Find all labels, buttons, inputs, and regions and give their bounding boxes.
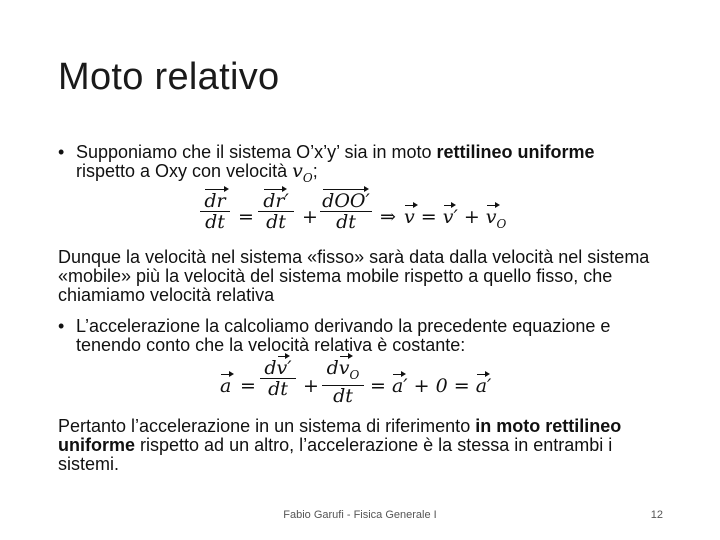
paragraph-3 (58, 317, 668, 355)
equation-acceleration-rhs: = a′ + 0 = a′ (370, 374, 492, 397)
acceleration-lhs: a (220, 374, 232, 397)
bullet-icon: • (58, 142, 65, 162)
page-number: 12 (650, 509, 663, 521)
bullet-icon: • (58, 315, 65, 336)
fraction-dr-dt: $\frac{dr}{dt}$ (200, 192, 230, 232)
paragraph-4-bold: in moto rettilineo uniforme (58, 415, 622, 455)
fraction-drp-dt: $\frac{dr'}{dt}$ (258, 192, 294, 232)
fraction-doo-dt: dOO′ dt (320, 192, 372, 232)
paragraph-2: Dunque la velocità nel sistema «fisso» sarà data dalla velocità nel sistema «mobile» più la velocità del sistema mobile rispetto a quello fisso, che chiamiamo velocità relativa (58, 246, 650, 305)
footer-author: Fabio Garufi - Fisica Generale I (283, 509, 437, 521)
fraction-dvo-dt: $dv_O$ dt (322, 359, 364, 406)
paragraph-4: Pertanto l’accelerazione in un sistema di riferimento in moto rettilineo uniforme rispetto ad un altro, l’accelerazione è la stessa in entrambi i sistemi. (58, 415, 622, 474)
velocity-symbol: $v_O$ (292, 160, 313, 185)
equation-acceleration: a = $\frac{dv'}{dt}$ + $dv_O$ dt = a′ + 0 = a′ (220, 356, 492, 407)
equation-velocity-rhs: $v = v' + v_O$ (404, 205, 507, 231)
slide-body (58, 143, 668, 474)
paragraph-1-bold: rettilineo uniforme (436, 142, 595, 162)
paragraph-1-text: Supponiamo che il sistema O’x’y’ sia in moto (76, 142, 437, 162)
fraction-dvp-dt: $\frac{dv'}{dt}$ (260, 359, 296, 399)
slide-title: Moto relativo (58, 56, 280, 98)
equation-velocity: $\frac{dr}{dt}$ = $\frac{dr'}{dt}$ + dOO′ dt ⇒ $v = v' + v_O$ (58, 190, 668, 246)
paragraph-1-line2: rispetto a Oxy con velocità (76, 161, 293, 181)
paragraph-1: • Supponiamo che il sistema O’x’y’ sia in moto rettilineo uniforme rispetto a Oxy con velocità $v_O$; (58, 142, 595, 185)
paragraph-3-text: L’accelerazione la calcoliamo derivando la precedente equazione e tenendo conto che la velocità relativa è costante: (76, 315, 611, 355)
